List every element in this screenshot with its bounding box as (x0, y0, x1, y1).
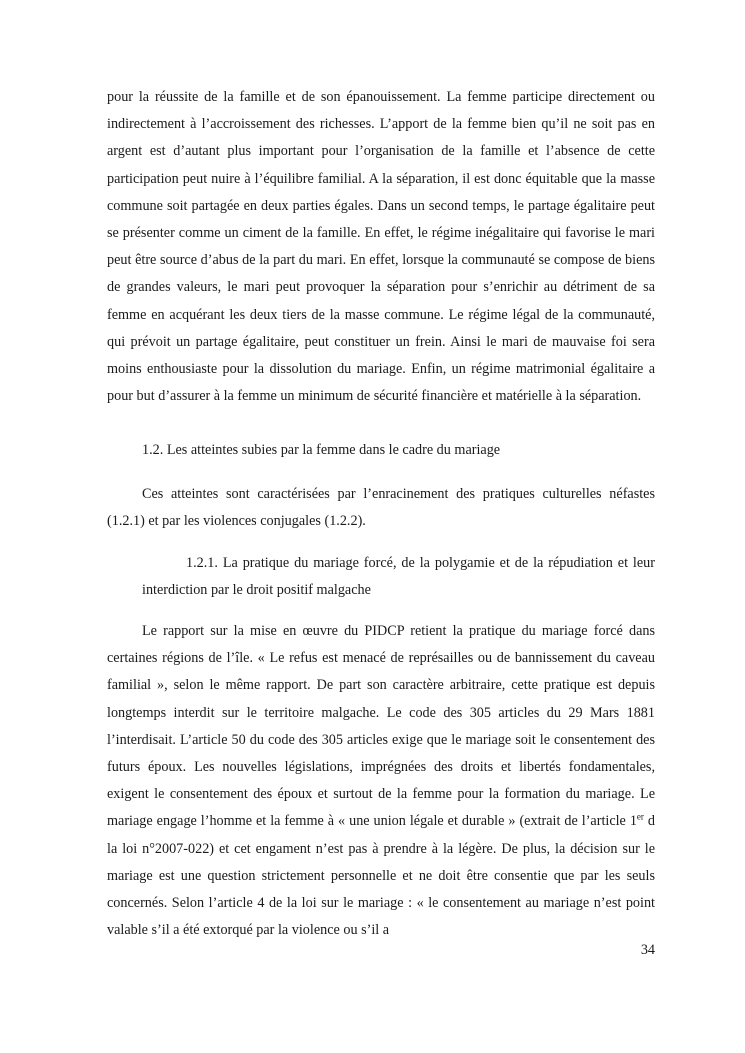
superscript-er: er (636, 811, 644, 822)
paragraph-rapport-pidcp (107, 618, 655, 944)
paragraph-text-part-2: d la loi n°2007-022) et cet engament n’est pas à prendre à la légère. De plus, la décision sur le mariage est une question strictement personnelle et ne doit être consentie que par les seuls concernés. Selon l’article 4 de la loi sur le mariage : « le consentement au mariage n’est point valable s’il a été extorqué par la violence ou s’il a (107, 813, 655, 939)
subsection-heading-1-2-1: 1.2.1. La pratique du mariage forcé, de la polygamie et de la répudiation et leur interdiction par le droit positif malgache (142, 555, 655, 599)
paragraph-continuation: pour la réussite de la famille et de son épanouissement. La femme participe directement ou indirectement à l’accroissement des richesses. L’apport de la femme bien qu’il ne soit pas en argent est d’autant plus important pour l’organisation de la famille et l’absence de cette participation peut nuire à l’équilibre familial. A la séparation, il est donc équitable que la masse commune soit partagée en deux parties égales. Dans un second temps, le partage égalitaire peut se présenter comme un ciment de la famille. En effet, le régime inégalitaire qui favorise le mari peut être source d’abus de la part du mari. En effet, lorsque la communauté se compose de biens de grandes valeurs, le mari peut provoquer la séparation pour s’enrichir au détriment de sa femme en acquérant les deux tiers de la masse commune. Le régime légal de la communauté, qui prévoit un partage égalitaire, peut constituer un frein. Ainsi le mari de mauvaise foi sera moins enthousiaste pour la dissolution du mariage. Enfin, un régime matrimonial égalitaire a pour but d’assurer à la femme un minimum de sécurité financière et matérielle à la séparation. (107, 89, 655, 405)
paragraph-atteintes: Ces atteintes sont caractérisées par l’enracinement des pratiques culturelles néfastes (1.2.1) et par les violences conjugales (1.2.2). (107, 486, 655, 530)
section-heading-1-2: 1.2. Les atteintes subies par la femme dans le cadre du mariage (142, 442, 501, 458)
paragraph-text-part-1: Le rapport sur la mise en œuvre du PIDCP retient la pratique du mariage forcé dans certaines régions de l’île. « Le refus est menacé de représailles ou de bannissement du caveau familial », selon le même rapport. De part son caractère arbitraire, cette pratique est depuis longtemps interdit sur le territoire malgache. Le code des 305 articles du 29 Mars 1881 l’interdisait. L’article 50 du code des 305 articles exige que le mariage soit le consentement des futurs époux. Les nouvelles législations, imprégnées des droits et libertés fondamentales, exigent le consentement des époux et surtout de la femme pour la formation du mariage. Le mariage engage l’homme et la femme à « une union légale et durable » (extrait de l’article 1 (107, 623, 655, 830)
page-number: 34 (640, 942, 655, 958)
